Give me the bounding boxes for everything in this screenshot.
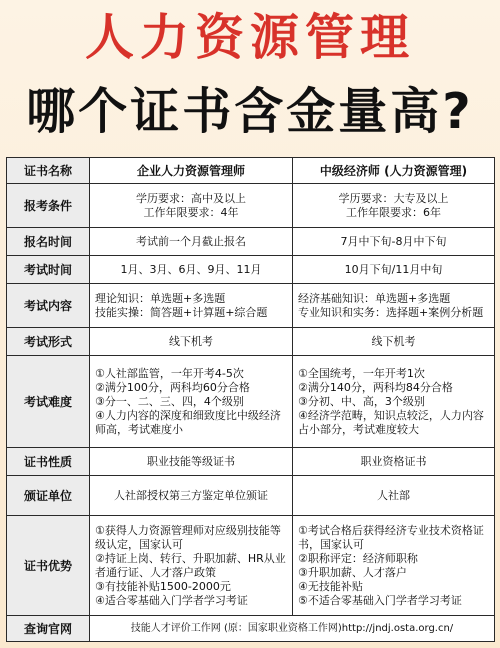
cell-line: ③升职加薪、人才落户 (298, 565, 407, 579)
cell-line: 职业技能等级证书 (147, 454, 235, 468)
row-label: 考试内容 (7, 284, 90, 328)
row-label: 查询官网 (7, 616, 90, 642)
cell-line: 职业资格证书 (360, 454, 427, 468)
table-row (7, 448, 495, 476)
row-label: 报考条件 (7, 184, 90, 228)
row-label: 证书优势 (7, 516, 90, 616)
cell-hr-manager (90, 284, 293, 328)
cell-hr-manager (90, 356, 293, 448)
cell-economist (293, 284, 495, 328)
row-label: 报名时间 (7, 228, 90, 256)
cell-line: ③分初、中、高，3个级别 (298, 394, 425, 408)
cell-economist (293, 328, 495, 356)
table-row (7, 228, 495, 256)
table-footer-row (7, 616, 495, 642)
cell-line: 技能实操：简答题+计算题+综合题 (95, 305, 268, 319)
cell-line: ②满分140分，两科均84分合格 (298, 380, 453, 394)
cell-economist (293, 184, 495, 228)
cell-line: ④无技能补贴 (298, 579, 363, 593)
cell-line: 10月下旬/11月中旬 (344, 262, 443, 276)
cell-line: ①全国统考，一年开考1次 (298, 366, 425, 380)
cell-economist (293, 476, 495, 516)
header-cert-name: 证书名称 (7, 158, 90, 184)
row-label: 考试时间 (7, 256, 90, 284)
cell-hr-manager (90, 228, 293, 256)
table-row (7, 516, 495, 616)
cell-line: ⑤不适合零基础入门学者学习考证 (298, 593, 462, 607)
header-intermediate-economist: 中级经济师 (人力资源管理) (293, 158, 495, 184)
cell-line: 学历要求：大专及以上 (338, 191, 449, 205)
cell-line: ①获得人力资源管理师对应级别技能等级认定，国家认可 (95, 523, 281, 551)
cell-economist (293, 516, 495, 616)
table-row (7, 356, 495, 448)
cell-hr-manager (90, 476, 293, 516)
table-row (7, 284, 495, 328)
cell-line: 人社部 (377, 488, 410, 502)
cell-line: ②职称评定：经济师职称 (298, 551, 418, 565)
official-website-text: 技能人才评价工作网 (原：国家职业资格工作网)http://jndj.osta.org.cn/ (130, 622, 454, 634)
cell-hr-manager (90, 256, 293, 284)
cell-line: 工作年限要求：6年 (346, 205, 441, 219)
table-row (7, 476, 495, 516)
cell-line: ①人社部监管，一年开考4-5次 (95, 366, 244, 380)
cell-hr-manager (90, 448, 293, 476)
header-hr-manager: 企业人力资源管理师 (90, 158, 293, 184)
table-row (7, 184, 495, 228)
title-line-1: 人力资源管理 (84, 9, 415, 66)
cell-line: 工作年限要求：4年 (143, 205, 239, 219)
cell-economist (293, 356, 495, 448)
table-row (7, 328, 495, 356)
cell-line: 专业知识和实务：选择题+案例分析题 (298, 305, 484, 319)
cell-line: ①考试合格后获得经济专业技术资格证书，国家认可 (298, 523, 484, 551)
cell-line: ④经济学范畴，知识点较泛，人力内容占小部分，考试难度较大 (298, 408, 484, 436)
cell-line: ②持证上岗、转行、升职加薪、HR从业者通行证、人才落户政策 (95, 551, 286, 579)
cell-line: 人社部授权第三方鉴定单位颁证 (114, 488, 268, 502)
cell-economist (293, 448, 495, 476)
cell-line: ④人力内容的深度和细致度比中级经济师高，考试难度小 (95, 408, 281, 436)
cell-line: ②满分100分，两科均60分合格 (95, 380, 250, 394)
cell-line: ③有技能补贴1500-2000元 (95, 579, 231, 593)
row-label: 考试难度 (7, 356, 90, 448)
row-label: 颁证单位 (7, 476, 90, 516)
cell-line: 理论知识：单选题+多选题 (95, 291, 226, 305)
cell-economist (293, 256, 495, 284)
row-label: 考试形式 (7, 328, 90, 356)
cell-hr-manager (90, 328, 293, 356)
cell-line: ③分一、二、三、四，4个级别 (95, 394, 244, 408)
cell-line: 线下机考 (169, 334, 213, 348)
comparison-table (6, 157, 495, 642)
cell-hr-manager (90, 516, 293, 616)
table-row (7, 256, 495, 284)
table-header-row (7, 158, 495, 184)
cell-line: 经济基础知识：单选题+多选题 (298, 291, 451, 305)
cell-line: 1月、3月、6月、9月、11月 (120, 262, 262, 276)
row-label: 证书性质 (7, 448, 90, 476)
cell-line: 线下机考 (371, 334, 416, 348)
official-website-cell (90, 616, 495, 642)
cell-hr-manager (90, 184, 293, 228)
cell-line: 考试前一个月截止报名 (136, 234, 246, 248)
cell-line: ④适合零基础入门学者学习考证 (95, 593, 248, 607)
cell-line: 7月中下旬-8月中下旬 (340, 234, 447, 248)
cell-economist (293, 228, 495, 256)
cell-line: 学历要求：高中及以上 (136, 191, 246, 205)
title-line-2: 哪个证书含金量高? (26, 83, 474, 140)
